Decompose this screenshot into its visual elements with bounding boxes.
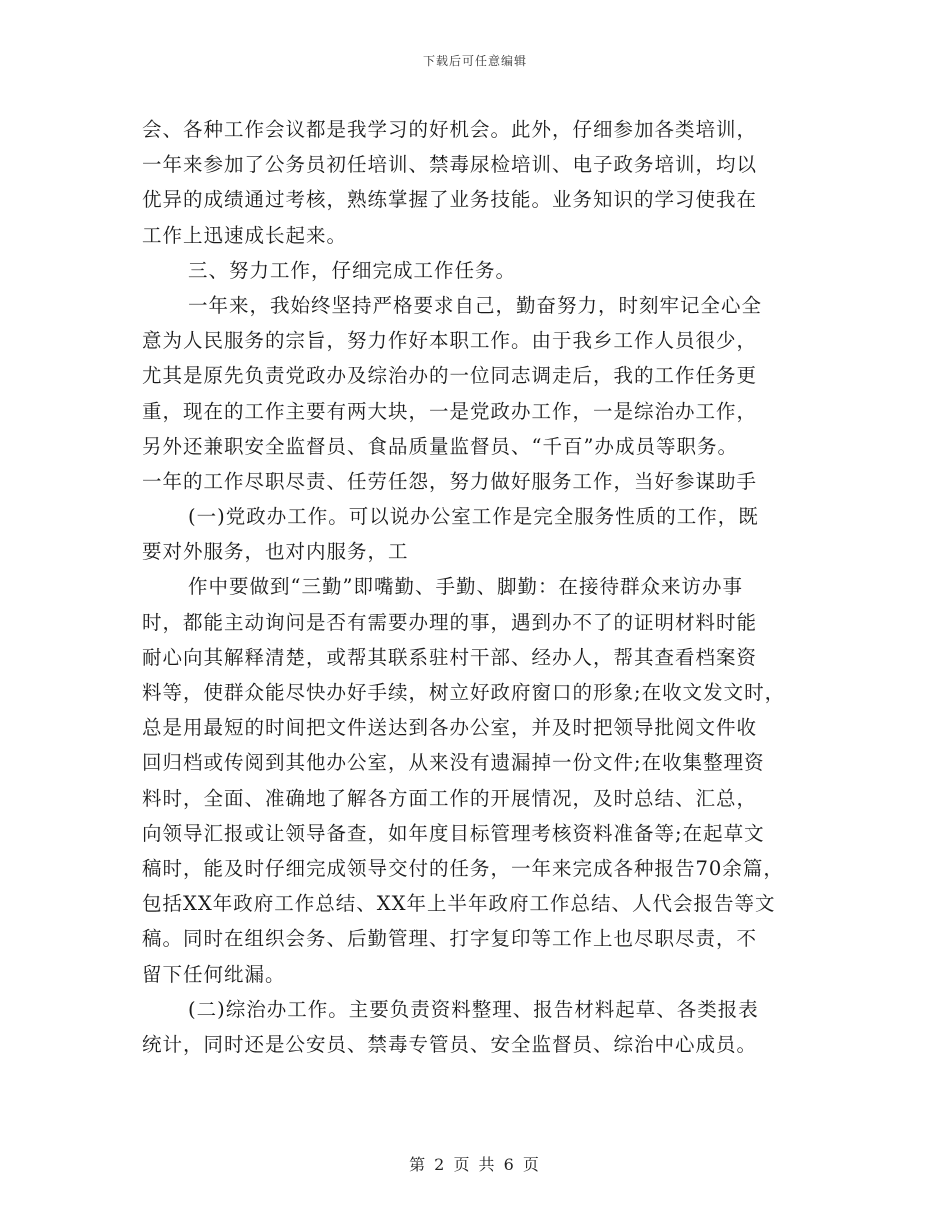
body-line: 稿时，能及时仔细完成领导交付的任务，一年来完成各种报告70余篇， <box>142 856 784 880</box>
body-line: 料时，全面、准确地了解各方面工作的开展情况，及时总结、汇总， <box>142 786 758 810</box>
body-line: 重，现在的工作主要有两大块，一是党政办工作，一是综治办工作， <box>142 399 758 423</box>
body-line: 时，都能主动询问是否有需要办理的事，遇到办不了的证明材料时能 <box>142 610 758 634</box>
body-line: 包括XX年政府工作总结、XX年上半年政府工作总结、人代会报告等文 <box>142 892 776 916</box>
subsection-heading: (二)综治办工作。主要负责资料整理、报告材料起草、各类报表 <box>188 997 759 1021</box>
body-line: 一年的工作尽职尽责、任劳任怨，努力做好服务工作，当好参谋助手 <box>142 469 758 493</box>
body-line: 优异的成绩通过考核，熟练掌握了业务技能。业务知识的学习使我在 <box>142 188 758 212</box>
body-line: 一年来，我始终坚持严格要求自己，勤奋努力，时刻牢记全心全 <box>188 293 763 317</box>
body-line: 一年来参加了公务员初任培训、禁毒尿检培训、电子政务培训，均以 <box>142 153 758 177</box>
subsection-heading: (一)党政办工作。可以说办公室工作是完全服务性质的工作，既 <box>188 505 759 529</box>
body-line: 作中要做到“三勤”即嘴勤、手勤、脚勤：在接待群众来访办事 <box>188 575 743 599</box>
section-heading: 三、努力工作，仔细完成工作任务。 <box>188 258 517 282</box>
body-line: 会、各种工作会议都是我学习的好机会。此外，仔细参加各类培训， <box>142 118 758 141</box>
body-line: 耐心向其解释清楚，或帮其联系驻村干部、经办人，帮其查看档案资 <box>142 645 758 669</box>
body-line: 料等，使群众能尽快办好手续，树立好政府窗口的形象;在收文发文时， <box>142 681 786 704</box>
body-line: 尤其是原先负责党政办及综治办的一位同志调走后，我的工作任务更 <box>142 364 758 388</box>
body-line: 工作上迅速成长起来。 <box>142 223 348 247</box>
body-line: 向领导汇报或让领导备查，如年度目标管理考核资料准备等;在起草文 <box>142 821 765 845</box>
page-header-note: 下载后可任意编辑 <box>422 54 527 68</box>
body-line: 另外还兼职安全监督员、食品质量监督员、“千百”办成员等职务。 <box>142 434 738 458</box>
body-line: 意为人民服务的宗旨，努力作好本职工作。由于我乡工作人员很少， <box>142 329 758 353</box>
page-number: 第 2 页 共 6 页 <box>409 1155 541 1174</box>
body-line: 回归档或传阅到其他办公室，从来没有遗漏掉一份文件;在收集整理资 <box>142 751 765 775</box>
body-line: 要对外服务，也对内服务，工 <box>142 540 409 564</box>
body-line: 留下任何纰漏。 <box>142 962 286 986</box>
body-line: 统计，同时还是公安员、禁毒专管员、安全监督员、综治中心成员。 <box>142 1032 758 1056</box>
document-body <box>142 112 822 1062</box>
body-line: 总是用最短的时间把文件送达到各办公室，并及时把领导批阅文件收 <box>142 716 758 740</box>
body-line: 稿。同时在组织会务、后勤管理、打字复印等工作上也尽职尽责，不 <box>142 927 758 951</box>
